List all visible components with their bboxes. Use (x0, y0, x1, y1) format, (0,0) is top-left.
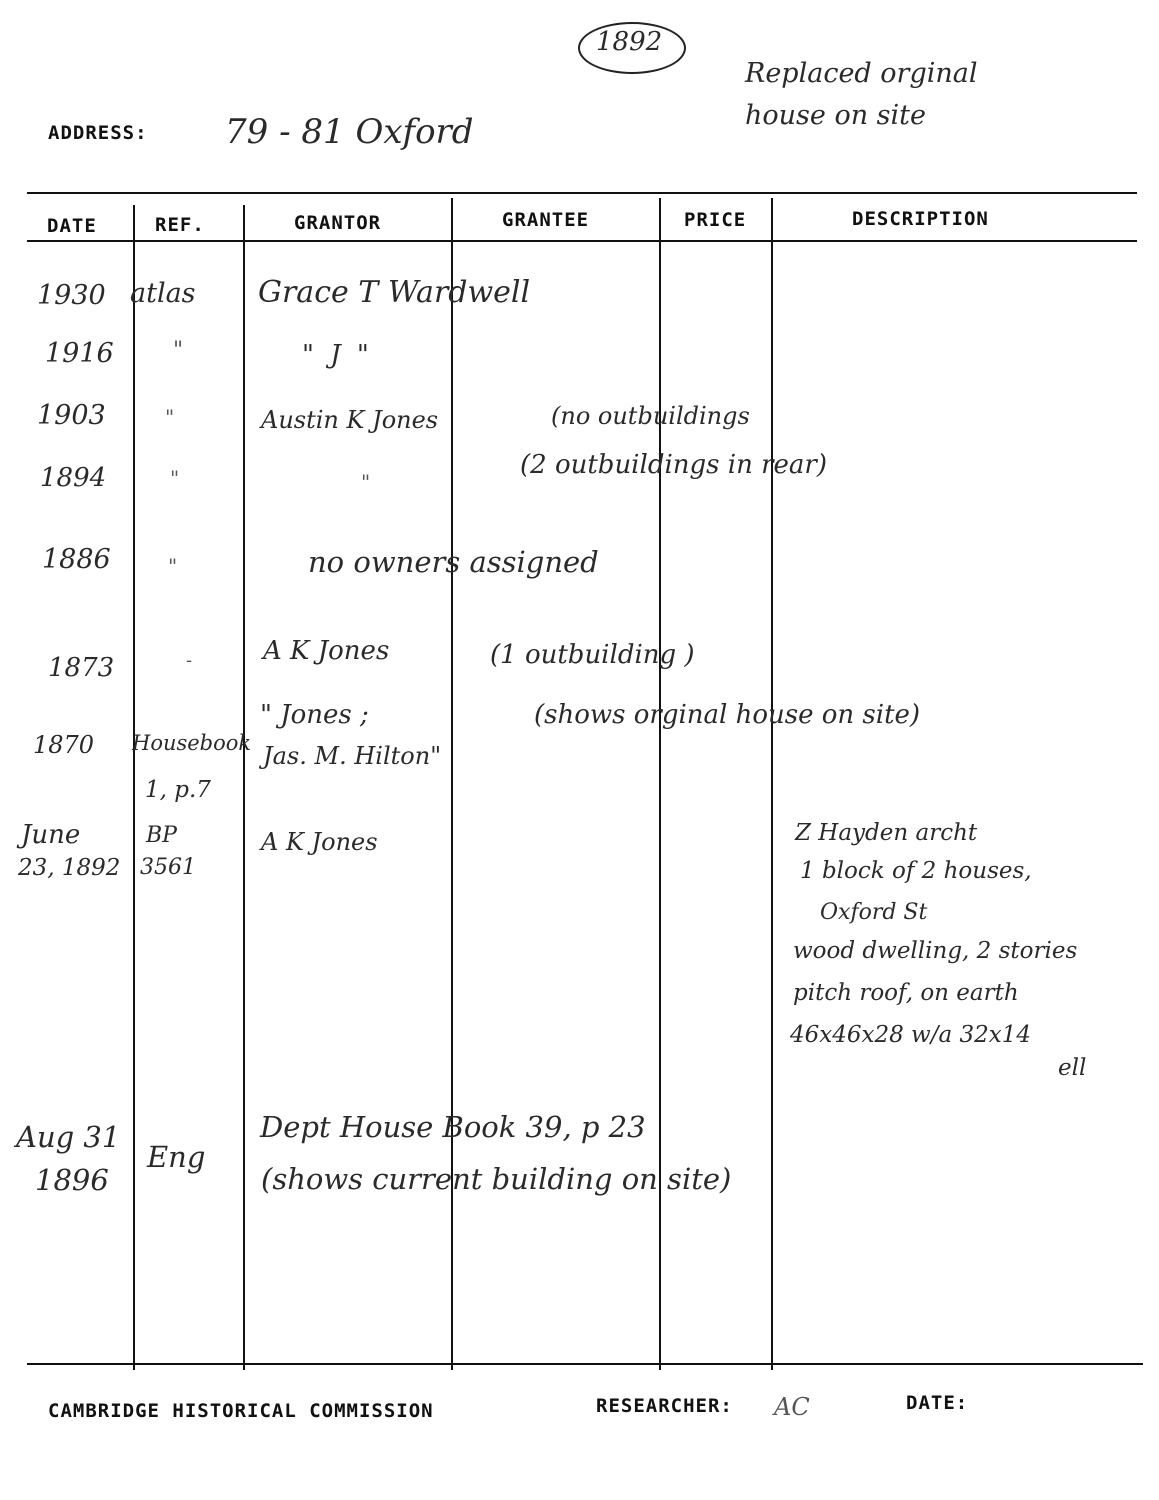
column-divider (771, 198, 773, 1370)
table-bottom-rule (27, 1363, 1143, 1365)
entry-date-1870: 1870 (33, 731, 95, 759)
entry-ref-1873: - (186, 650, 193, 671)
header-ref: REF. (155, 214, 205, 236)
entry-ref-1886: " (168, 554, 178, 578)
entry-grantor-1930: Grace T Wardwell (258, 275, 531, 310)
footer-researcher-value: AC (774, 1393, 810, 1421)
footer-date-label: DATE: (906, 1392, 969, 1414)
entry-date-1894: 1894 (40, 463, 107, 493)
header-grantee: GRANTEE (502, 209, 590, 231)
footer-commission: CAMBRIDGE HISTORICAL COMMISSION (48, 1400, 434, 1422)
entry-ref-1894: " (170, 466, 180, 490)
entry-date-1903: 1903 (37, 400, 106, 431)
entry-desc-1892-line: Z Hayden archt (795, 820, 978, 846)
entry-ref-1903: " (165, 405, 175, 429)
entry-ref-1892-line2: 3561 (140, 855, 196, 880)
entry-date-1930: 1930 (37, 280, 106, 311)
entry-ref-1930: atlas (130, 278, 196, 309)
entry-ref-1916: " (173, 338, 184, 363)
entry-desc-1892-line: 46x46x28 w/a 32x14 (790, 1022, 1032, 1048)
footer-researcher-label: RESEARCHER: (596, 1395, 733, 1417)
entry-desc-1892-line: ell (1058, 1055, 1087, 1081)
header-price: PRICE (684, 209, 747, 231)
entry-grantor-1896-line1: Dept House Book 39, p 23 (260, 1110, 646, 1144)
replaced-note-line2: house on site (745, 100, 926, 131)
header-description: DESCRIPTION (852, 208, 989, 230)
entry-date-1896-line1: Aug 31 (16, 1120, 121, 1154)
column-divider (133, 205, 135, 1370)
entry-grantor-1870-line1: " Jones ; (260, 700, 369, 730)
replaced-note-line1: Replaced orginal (745, 58, 978, 89)
entry-grantor-1896-line2: (shows current building on site) (261, 1162, 732, 1196)
entry-date-1886: 1886 (42, 544, 111, 575)
column-divider (243, 205, 245, 1370)
entry-grantor-1892: A K Jones (261, 828, 378, 856)
entry-note-1894: (2 outbuildings in rear) (520, 450, 827, 480)
entry-date-1892-line1: June (21, 820, 81, 850)
entry-ref-1896: Eng (147, 1140, 206, 1174)
entry-note-1903: (no outbuildings (551, 402, 750, 430)
entry-note-1873: (1 outbuilding ) (490, 640, 695, 670)
entry-desc-1892-line: Oxford St (820, 900, 928, 925)
table-top-rule (27, 192, 1137, 194)
entry-grantor-1873: A K Jones (263, 636, 390, 666)
entry-desc-1892-line: wood dwelling, 2 stories (793, 938, 1078, 964)
address-value: 79 - 81 Oxford (225, 112, 474, 152)
header-grantor: GRANTOR (294, 212, 382, 234)
entry-date-1896-line2: 1896 (35, 1163, 109, 1197)
header-date: DATE (47, 215, 97, 237)
entry-ref-1870-line2: 1, p.7 (145, 777, 211, 803)
entry-ref-1870-line1: Housebook (132, 731, 252, 755)
entry-grantor-1916: " J " (302, 340, 369, 370)
entry-grantor-1903: Austin K Jones (261, 406, 439, 434)
entry-grantor-1894: " (361, 470, 371, 494)
entry-date-1916: 1916 (45, 338, 114, 369)
entry-desc-1892-line: pitch roof, on earth (793, 980, 1019, 1006)
entry-desc-1892-line: 1 block of 2 houses, (800, 858, 1032, 884)
address-label: ADDRESS: (48, 122, 148, 144)
header-bottom-rule (27, 240, 1137, 242)
entry-grantor-1870-line2: Jas. M. Hilton" (263, 742, 442, 770)
year-circled-text: 1892 (596, 27, 663, 57)
entry-note-1870: (shows orginal house on site) (534, 700, 921, 730)
entry-date-1873: 1873 (48, 653, 115, 683)
entry-date-1892-line2: 23, 1892 (18, 855, 121, 881)
entry-ref-1892-line1: BP (146, 823, 177, 848)
entry-grantor-1886: no owners assigned (308, 545, 599, 579)
